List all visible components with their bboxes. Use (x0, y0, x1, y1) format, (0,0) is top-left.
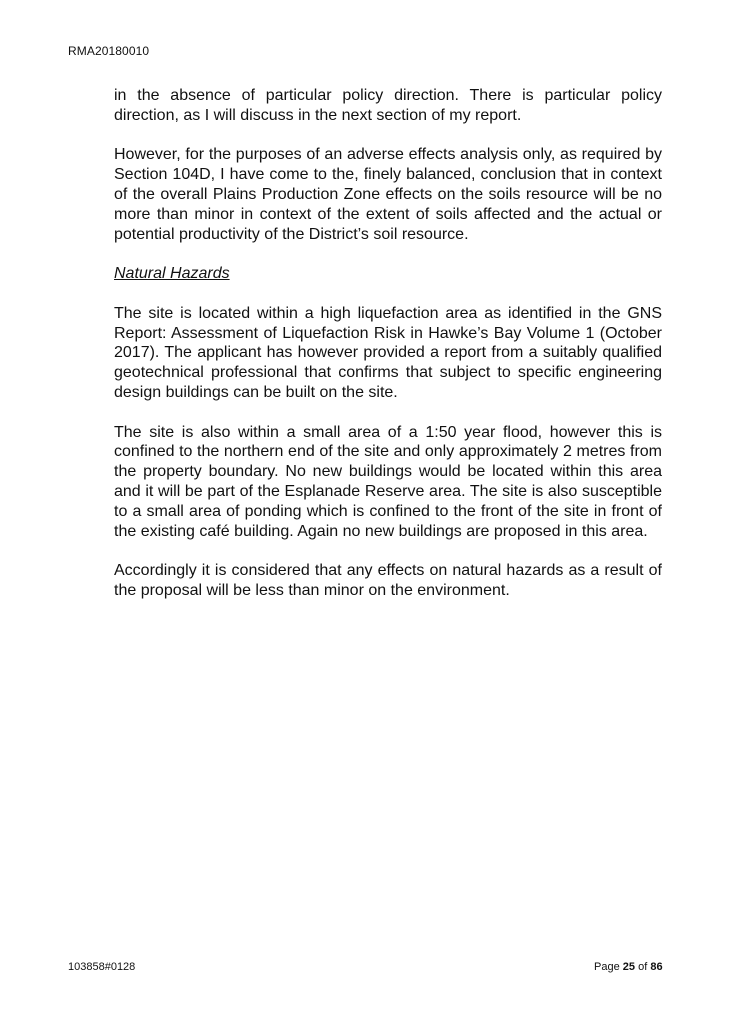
section-heading-natural-hazards: Natural Hazards (114, 265, 230, 283)
paragraph-conclusion: Accordingly it is considered that any effects on natural hazards as a result of the proposal will be less than minor on the environment. (114, 562, 662, 599)
paragraph-policy-direction: in the absence of particular policy direction. There is particular policy direction, as I will discuss in the next section of my report. (114, 87, 662, 124)
footer-page-number (594, 961, 663, 973)
paragraph-liquefaction: The site is located within a high liquefaction area as identified in the GNS Report: Assessment of Liquefaction Risk in Hawke’s Bay Volume 1 (October 2017). The applicant has however provided a report from a suitably qualified geotechnical professional that confirms that subject to specific engineering design buildings can be built on the site. (114, 304, 662, 401)
page-body (114, 86, 662, 601)
page-total: 86 (650, 961, 663, 973)
page-of: of (638, 961, 648, 973)
paragraph-adverse-effects: However, for the purposes of an adverse effects analysis only, as required by Section 104D, I have come to the, finely balanced, conclusion that in context of the overall Plains Production Zone effects on the soils resource will be no more than minor in context of the extent of soils affected and the actual or potential productivity of the District’s soil resource. (114, 146, 662, 243)
document-reference: RMA20180010 (68, 44, 150, 58)
page-label: Page (594, 961, 620, 973)
page-current: 25 (622, 961, 636, 973)
paragraph-flood-ponding: The site is also within a small area of a 1:50 year flood, however this is confined to the northern end of the site and only approximately 2 metres from the property boundary. No new buildings would be located within this area and it will be part of the Esplanade Reserve area. The site is also susceptible to a small area of ponding which is confined to the front of the site in front of the existing café building. Again no new buildings are proposed in this area. (114, 423, 662, 540)
footer-document-id: 103858#0128 (68, 961, 136, 973)
